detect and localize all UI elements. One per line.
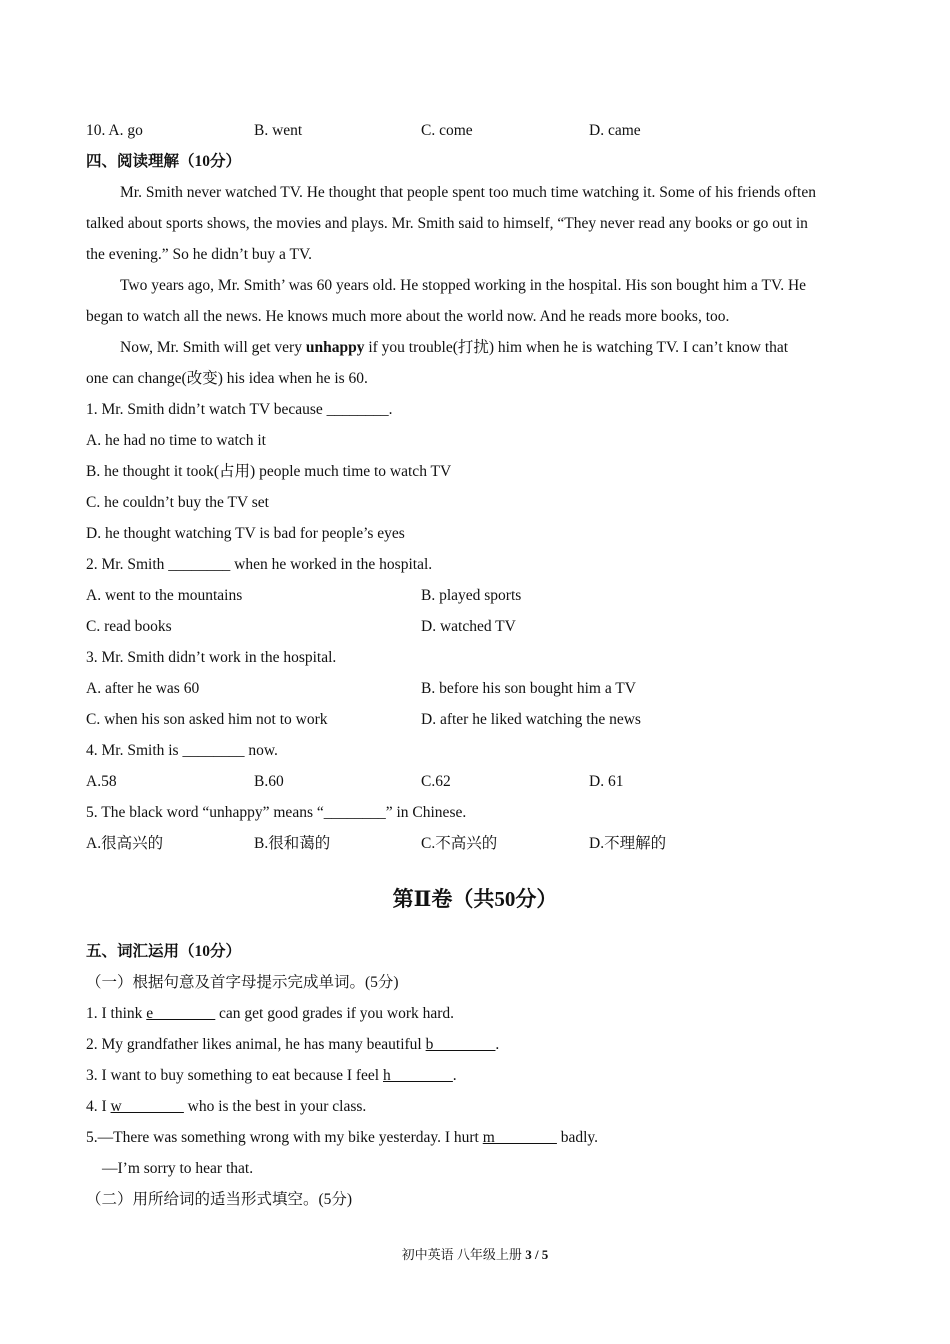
q10-option-d: D. came (589, 122, 641, 139)
q1-option-b: B. he thought it took(占用) people much time to watch TV (86, 463, 452, 480)
passage-p3-post: if you trouble(打扰) him when he is watching TV. I can’t know that (364, 339, 789, 356)
q3-option-c: C. when his son asked him not to work (86, 711, 328, 728)
question-2: 2. Mr. Smith ________ when he worked in the hospital. (86, 556, 433, 573)
passage-p2-line1: Two years ago, Mr. Smith’ was 60 years old. He stopped working in the hospital. His son bought him a TV. He (120, 277, 807, 294)
q4-option-c: C.62 (421, 773, 451, 790)
passage-p2-line2: began to watch all the news. He knows much more about the world now. And he reads more books, too. (86, 308, 730, 325)
vocab-1-blank[interactable]: e________ (146, 1005, 216, 1022)
vocab-3-pre: 3. I want to buy something to eat because I feel (86, 1067, 383, 1084)
vocab-5-pre: 5.—There was something wrong with my bike yesterday. I hurt (86, 1129, 483, 1146)
q1-option-a: A. he had no time to watch it (86, 432, 266, 449)
question-5: 5. The black word “unhappy” means “________” in Chinese. (86, 804, 467, 821)
question-4: 4. Mr. Smith is ________ now. (86, 742, 278, 759)
subsection-1-instruction: （一）根据句意及首字母提示完成单词。(5分) (86, 974, 399, 991)
q5-option-c: C.不高兴的 (421, 835, 498, 852)
page-footer (0, 1246, 950, 1264)
vocab-3-blank[interactable]: h________ (383, 1067, 453, 1084)
vocab-item-3 (86, 1066, 457, 1086)
vocab-item-4 (86, 1097, 366, 1117)
q3-option-b: B. before his son bought him a TV (421, 680, 636, 697)
q2-option-a: A. went to the mountains (86, 587, 243, 604)
q3-option-d: D. after he liked watching the news (421, 711, 641, 728)
passage-p3-line1 (120, 338, 788, 358)
q5-option-b: B.很和蔼的 (254, 835, 331, 852)
q2-option-c: C. read books (86, 618, 172, 635)
vocab-2-post: . (495, 1036, 500, 1053)
q5-option-a: A.很高兴的 (86, 835, 164, 852)
subsection-2-instruction: （二）用所给词的适当形式填空。(5分) (86, 1191, 353, 1208)
page-number: 3 / 5 (525, 1247, 549, 1262)
question-1: 1. Mr. Smith didn’t watch TV because ________. (86, 401, 393, 418)
bold-word-unhappy: unhappy (305, 339, 365, 356)
vocab-2-blank[interactable]: b________ (425, 1036, 496, 1053)
q4-option-b: B.60 (254, 773, 284, 790)
q2-option-d: D. watched TV (421, 618, 516, 635)
vocab-item-2 (86, 1035, 499, 1055)
vocab-4-pre: 4. I (86, 1098, 111, 1115)
question-3: 3. Mr. Smith didn’t work in the hospital. (86, 649, 337, 666)
vocab-4-post: who is the best in your class. (183, 1098, 367, 1115)
vocab-2-pre: 2. My grandfather likes animal, he has many beautiful (86, 1036, 426, 1053)
vocab-item-5 (86, 1128, 598, 1148)
passage-p1-line3: the evening.” So he didn’t buy a TV. (86, 246, 313, 263)
q1-option-c: C. he couldn’t buy the TV set (86, 494, 269, 511)
q10-option-b: B. went (254, 122, 303, 139)
q4-option-d: D. 61 (589, 773, 624, 790)
q2-option-b: B. played sports (421, 587, 522, 604)
passage-p1-line2: talked about sports shows, the movies and plays. Mr. Smith said to himself, “They never read any books or go out in (86, 215, 808, 232)
vocab-5-post: badly. (556, 1129, 598, 1146)
passage-p1-line1: Mr. Smith never watched TV. He thought that people spent too much time watching it. Some of his friends often (120, 184, 816, 201)
vocab-1-pre: 1. I think (86, 1005, 147, 1022)
section-5-heading: 五、词汇运用（10分） (86, 943, 242, 960)
q5-option-d: D.不理解的 (589, 835, 667, 852)
vocab-5-blank[interactable]: m________ (482, 1129, 557, 1146)
q10-number-option-a: 10. A. go (86, 122, 143, 139)
q4-option-a: A.58 (86, 773, 117, 790)
vocab-3-post: . (452, 1067, 457, 1084)
section-4-heading: 四、阅读理解（10分） (86, 153, 242, 170)
vocab-4-blank[interactable]: w________ (110, 1098, 184, 1115)
q1-option-d: D. he thought watching TV is bad for people’s eyes (86, 525, 405, 542)
passage-p3-pre: Now, Mr. Smith will get very (120, 339, 306, 356)
vocab-item-1 (86, 1004, 454, 1024)
passage-p3-line2: one can change(改变) his idea when he is 60. (86, 370, 368, 387)
q3-option-a: A. after he was 60 (86, 680, 200, 697)
part-2-title: 第Ⅱ卷（共50分） (392, 887, 558, 911)
vocab-5-reply: —I’m sorry to hear that. (102, 1160, 254, 1177)
vocab-1-post: can get good grades if you work hard. (215, 1005, 455, 1022)
q10-option-c: C. come (421, 122, 473, 139)
footer-text: 初中英语 八年级上册 (401, 1247, 526, 1262)
